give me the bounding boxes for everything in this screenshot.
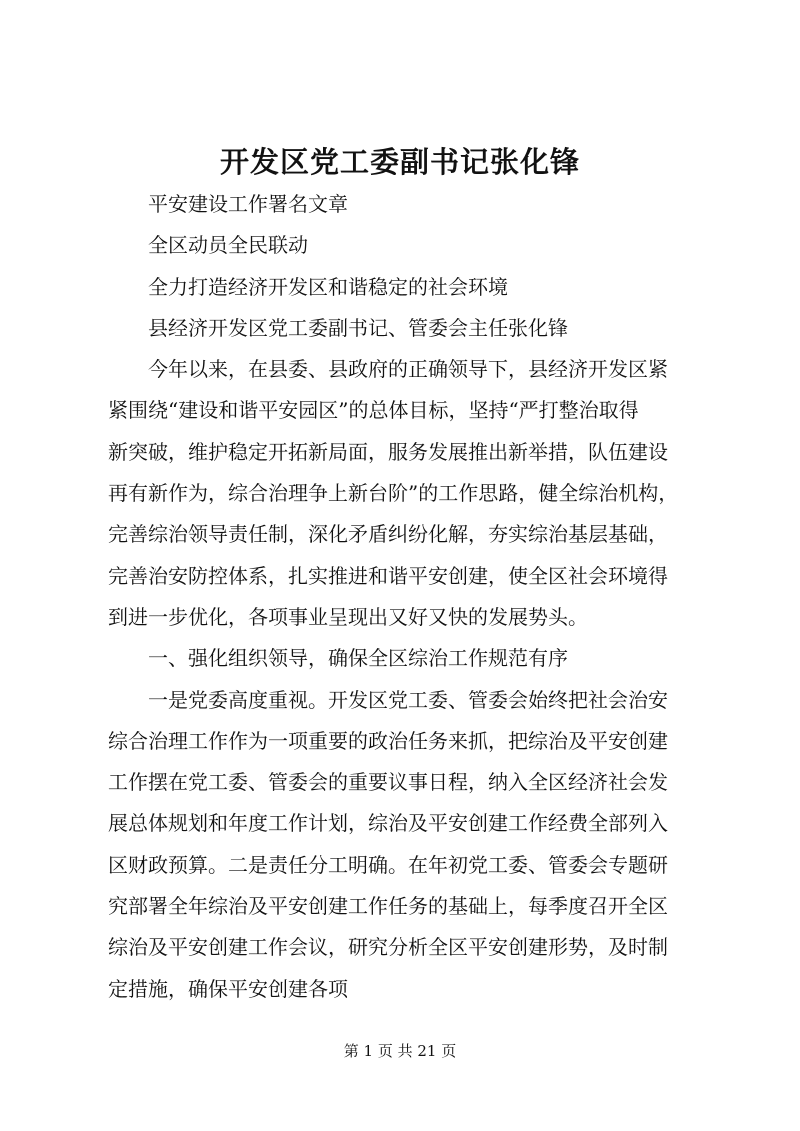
text-line: 究部署全年综治及平安创建工作任务的基础上，每季度召开全区 — [108, 894, 668, 919]
page-number-footer: 第 1 页 共 21 页 — [343, 1042, 457, 1060]
document-title: 开发区党工委副书记张化锋 — [219, 145, 580, 179]
text-line: 今年以来，在县委、县政府的正确领导下，县经济开发区紧 — [148, 357, 668, 382]
text-line: 再有新作为，综合治理争上新台阶”的工作思路，健全综治机构， — [108, 481, 679, 506]
text-line: 平安建设工作署名文章 — [148, 192, 348, 216]
text-line: 一是党委高度重视。开发区党工委、管委会始终把社会治安 — [148, 687, 668, 712]
text-line: 全力打造经济开发区和谐稳定的社会环境 — [148, 274, 508, 299]
document-body — [108, 184, 708, 1010]
text-line: 紧围绕“建设和谐平安园区”的总体目标，坚持“严打整治取得 — [108, 398, 639, 423]
text-line: 区财政预算。二是责任分工明确。在年初党工委、管委会专题研 — [108, 852, 668, 877]
text-line: 完善综治领导责任制，深化矛盾纠纷化解，夯实综治基层基础， — [108, 522, 668, 547]
text-line: 完善治安防控体系，扎实推进和谐平安创建，使全区社会环境得 — [108, 563, 668, 588]
text-line: 全区动员全民联动 — [148, 233, 308, 258]
text-line: 工作摆在党工委、管委会的重要议事日程，纳入全区经济社会发 — [108, 770, 668, 795]
text-line: 定措施，确保平安创建各项 — [108, 976, 348, 1001]
text-line: 新突破，维护稳定开拓新局面，服务发展推出新举措，队伍建设 — [108, 439, 668, 464]
text-line: 县经济开发区党工委副书记、管委会主任张化锋 — [148, 315, 568, 340]
text-line: 综治及平安创建工作会议，研究分析全区平安创建形势，及时制 — [108, 935, 668, 960]
section-heading: 一、强化组织领导，确保全区综治工作规范有序 — [148, 646, 568, 671]
text-line: 展总体规划和年度工作计划，综治及平安创建工作经费全部列入 — [108, 811, 668, 836]
text-line: 到进一步优化，各项事业呈现出又好又快的发展势头。 — [108, 604, 588, 629]
text-line: 综合治理工作作为一项重要的政治任务来抓，把综治及平安创建 — [108, 728, 668, 753]
